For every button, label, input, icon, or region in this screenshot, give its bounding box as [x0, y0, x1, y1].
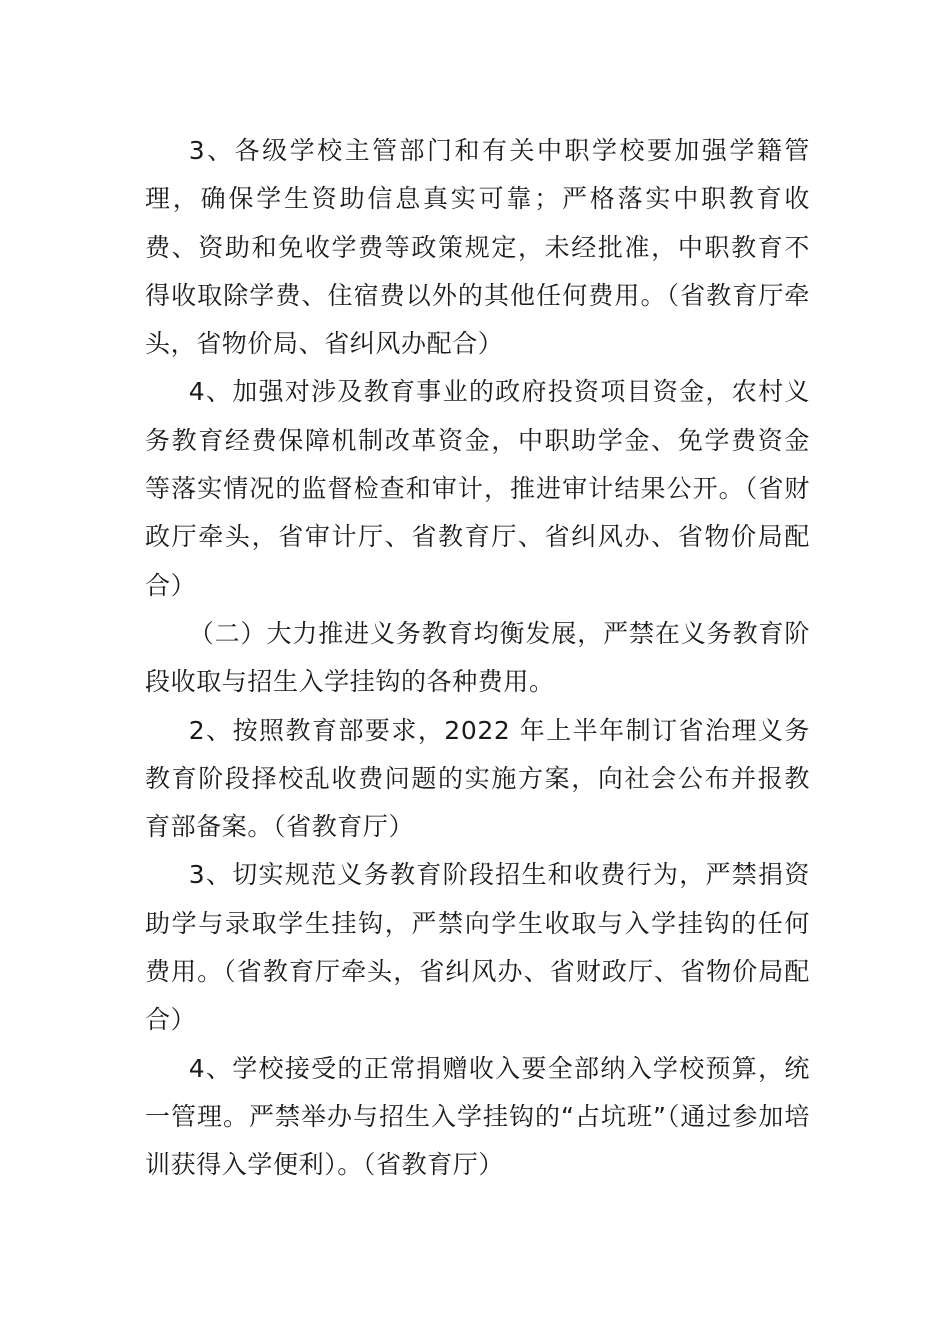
paragraph-item-4-donation-income: 4、学校接受的正常捐赠收入要全部纳入学校预算，统一管理。严禁举办与招生入学挂钩的“占坑班”（通过参加培训获得入学便利）。（省教育厅）	[145, 1053, 810, 1180]
paragraph-item-3-school-registration: 3、各级学校主管部门和有关中职学校要加强学籍管理，确保学生资助信息真实可靠；严格落实中职教育收费、资助和免收学费等政策规定，未经批准，中职教育不得收取除学费、住宿费以外的其他任何费用。（省教育厅牵头，省物价局、省纠风办配合）	[145, 136, 810, 359]
paragraph-item-4-fund-supervision: 4、加强对涉及教育事业的政府投资项目资金，农村义务教育经费保障机制改革资金，中职助学金、免学费资金等落实情况的监督检查和审计，推进审计结果公开。（省财政厅牵头，省审计厅、省教育厅、省纠风办、省物价局配合）	[145, 377, 810, 600]
section-heading-2-balanced-development: （二）大力推进义务教育均衡发展，严禁在义务教育阶段收取与招生入学挂钩的各种费用。	[145, 618, 810, 697]
paragraph-item-2-implementation-plan: 2、按照教育部要求，2022 年上半年制订省治理义务教育阶段择校乱收费问题的实施方案，向社会公布并报教育部备案。（省教育厅）	[145, 715, 810, 842]
document-body	[145, 127, 810, 1190]
paragraph-item-3-admission-fees: 3、切实规范义务教育阶段招生和收费行为，严禁捐资助学与录取学生挂钩，严禁向学生收取与入学挂钩的任何费用。（省教育厅牵头，省纠风办、省财政厅、省物价局配合）	[145, 860, 810, 1035]
